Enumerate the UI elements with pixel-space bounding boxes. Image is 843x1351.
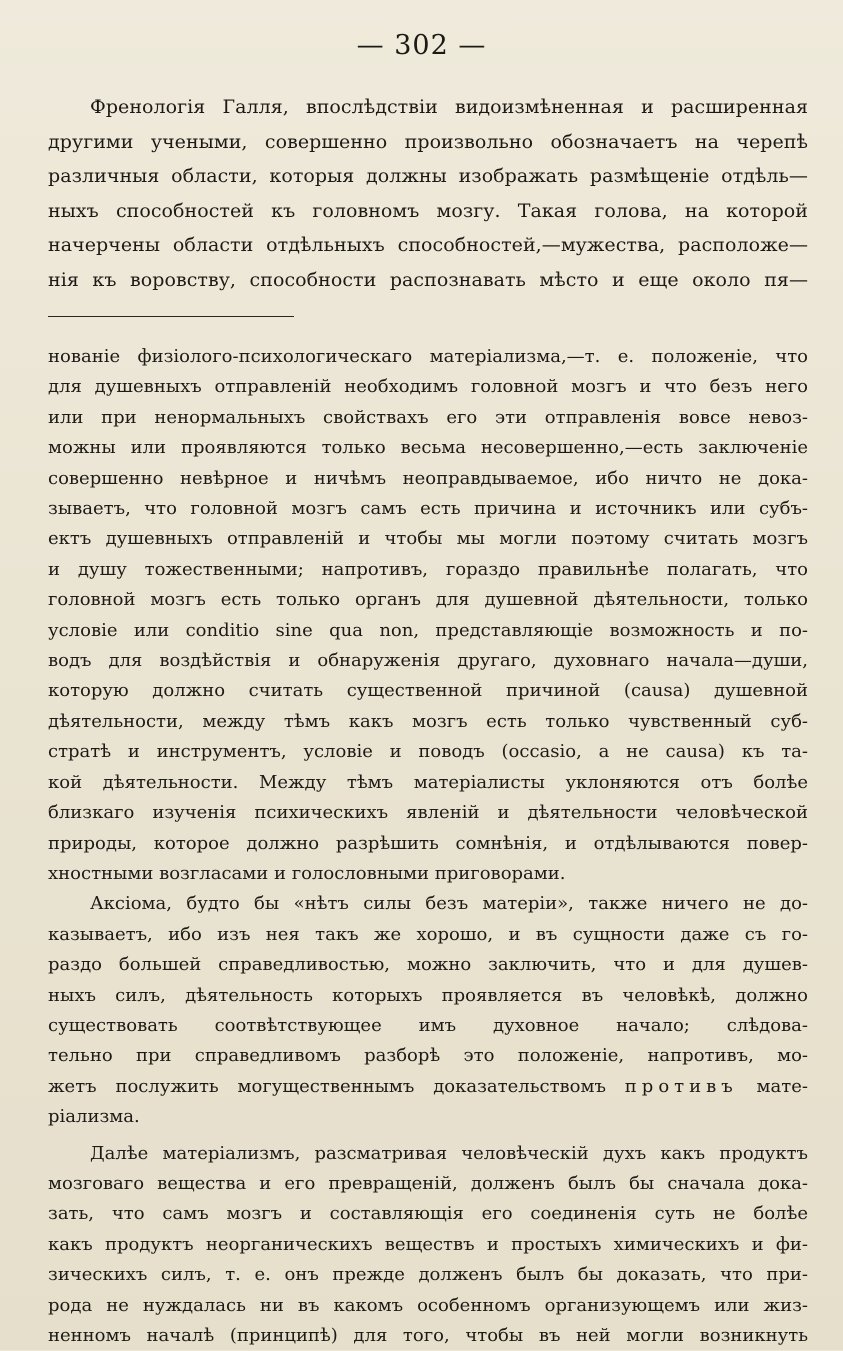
emphasized-word: противъ [624, 1075, 738, 1097]
footnote-line: или при ненормальныхъ свойствахъ его эти отправленія вовсе невоз- [48, 406, 808, 428]
footnote-paragraph-1 [48, 342, 808, 889]
footnote-line: близкаго изученія психическихъ явленій и дѣятельности человѣческой [48, 802, 808, 824]
footnote-line: ненномъ началѣ (принципѣ) для того, чтобы въ ней могли возникнуть [48, 1325, 808, 1346]
footnote-line: тельно при справедливомъ разборѣ это положеніе, напротивъ, мо- [48, 1045, 808, 1067]
footnote-line: условіе или conditio sine qua non, представляющіе возможность и по- [48, 619, 808, 641]
text-line: различныя области, которыя должны изображать размѣщеніе отдѣль— [48, 165, 808, 187]
line-segment: жетъ послужить могущественнымъ доказательствомъ [48, 1075, 606, 1097]
footnote-line: хностными возгласами и голословными приговорами. [48, 862, 566, 884]
footnote-line: которую должно считать существенной причиной (causa) душевной [48, 680, 808, 702]
text-line: Френологія Галля, впослѣдствіи видоизмѣненная и расширенная [90, 96, 808, 118]
footnote-line: для душевныхъ отправленій необходимъ головной мозгъ и что безъ него [48, 376, 808, 398]
footnote-line: зать, что самъ мозгъ и составляющія его соединенія суть не болѣе [48, 1203, 808, 1225]
text-line: другими учеными, совершенно произвольно обозначаетъ на черепѣ [48, 130, 808, 153]
line-segment: мате- [756, 1075, 808, 1097]
footnote-line: дѣятельности, между тѣмъ какъ мозгъ есть только чувственный суб- [48, 710, 808, 732]
footnote-line: казываетъ, ибо изъ нея такъ же хорошо, и въ сущности даже съ го- [48, 923, 808, 945]
footnote-line: ектъ душевныхъ отправленій и чтобы мы могли поэтому считать мозгъ [48, 528, 808, 550]
footnote-line: мозговаго вещества и его превращеній, долженъ былъ бы сначала дока- [48, 1172, 808, 1194]
text-line: ныхъ способностей къ головномъ мозгу. Такая голова, на которой [48, 199, 808, 222]
text-line: начерчены области отдѣльныхъ способностей,—мужества, расположе— [48, 234, 808, 256]
footnote-line: нованіе физіолого-психологическаго матеріализма,—т. е. положеніе, что [48, 346, 808, 367]
footnote [48, 342, 808, 1351]
footnote-line: зываетъ, что головной мозгъ самъ есть причина и источникъ или субъ- [48, 498, 808, 520]
footnote-line: головной мозгъ есть только органъ для душевной дѣятельности, только [48, 589, 808, 611]
footnote-line: совершенно невѣрное и ничѣмъ неоправдываемое, ибо ничто не дока- [48, 467, 808, 489]
footnote-line: и душу тожественными; напротивъ, гораздо правильнѣе полагать, что [48, 558, 808, 580]
footnote-line: Далѣе матеріализмъ, разсматривая человѣческій духъ какъ продуктъ [90, 1142, 808, 1164]
footnote-line: водъ для воздѣйствія и обнаруженія другаго, духовнаго начала—души, [48, 650, 808, 672]
footnote-paragraph-3 [48, 1139, 808, 1351]
footnote-line: можны или проявляются только весьма несовершенно,—есть заключеніе [48, 437, 808, 459]
footnote-line: рода не нуждалась ни въ какомъ особенномъ организующемъ или жиз- [48, 1294, 808, 1316]
footnote-line: раздо большей справедливостью, можно заключить, что и для душев- [48, 954, 808, 976]
footnote-line: ріализма. [48, 1106, 140, 1128]
footnote-line: кой дѣятельности. Между тѣмъ матеріалисты уклоняются отъ болѣе [48, 771, 808, 793]
footnote-line: Аксіома, будто бы «нѣтъ силы безъ матеріи», также ничего не до- [90, 893, 808, 915]
footnote-divider [48, 316, 294, 317]
footnote-line [48, 1072, 808, 1102]
footnote-line: природы, которое должно разрѣшить сомнѣнія, и отдѣлываются повер- [48, 832, 808, 854]
footnote-paragraph-2 [48, 889, 808, 1132]
footnote-line: зическихъ силъ, т. е. онъ прежде долженъ былъ бы доказать, что при- [48, 1264, 808, 1286]
footnote-line: ныхъ силъ, дѣятельность которыхъ проявляется въ человѣкѣ, должно [48, 984, 808, 1006]
page-number: — 302 — [356, 30, 487, 61]
footnote-line: существовать соотвѣтствующее имъ духовное начало; слѣдова- [48, 1014, 808, 1036]
text-line: нія къ воровству, способности распознавать мѣсто и еще около пя— [48, 268, 808, 291]
footnote-line: стратѣ и инструментъ, условіе и поводъ (occasio, а не causa) къ та- [48, 741, 808, 763]
footnote-line: какъ продуктъ неорганическихъ веществъ и простыхъ химическихъ и фи- [48, 1233, 808, 1255]
main-text [48, 90, 808, 297]
